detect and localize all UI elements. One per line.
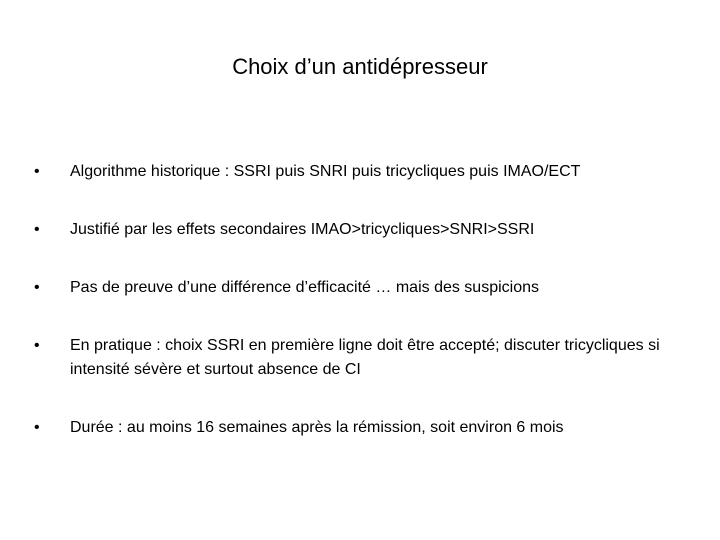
bullet-item — [34, 218, 694, 242]
bullet-text: Durée : au moins 16 semaines après la rémission, soit environ 6 mois — [70, 419, 564, 436]
bullet-list — [34, 160, 694, 474]
bullet-marker: • — [34, 337, 40, 354]
bullet-item — [34, 334, 694, 382]
bullet-marker: • — [34, 163, 40, 180]
bullet-text: Algorithme historique : SSRI puis SNRI puis tricycliques puis IMAO/ECT — [70, 163, 581, 180]
bullet-marker: • — [34, 279, 40, 296]
bullet-item — [34, 160, 694, 184]
bullet-text: Justifié par les effets secondaires IMAO>tricycliques>SNRI>SSRI — [70, 221, 535, 238]
bullet-item — [34, 276, 694, 300]
bullet-marker: • — [34, 221, 40, 238]
bullet-text: Pas de preuve d’une différence d’efficacité … mais des suspicions — [70, 279, 540, 296]
bullet-item — [34, 416, 694, 440]
slide-title: Choix d’un antidépresseur — [232, 54, 488, 79]
bullet-marker: • — [34, 419, 40, 436]
bullet-text: En pratique : choix SSRI en première ligne doit être accepté; discuter tricycliques si intensité sévère et surtout absence de CI — [70, 337, 660, 378]
